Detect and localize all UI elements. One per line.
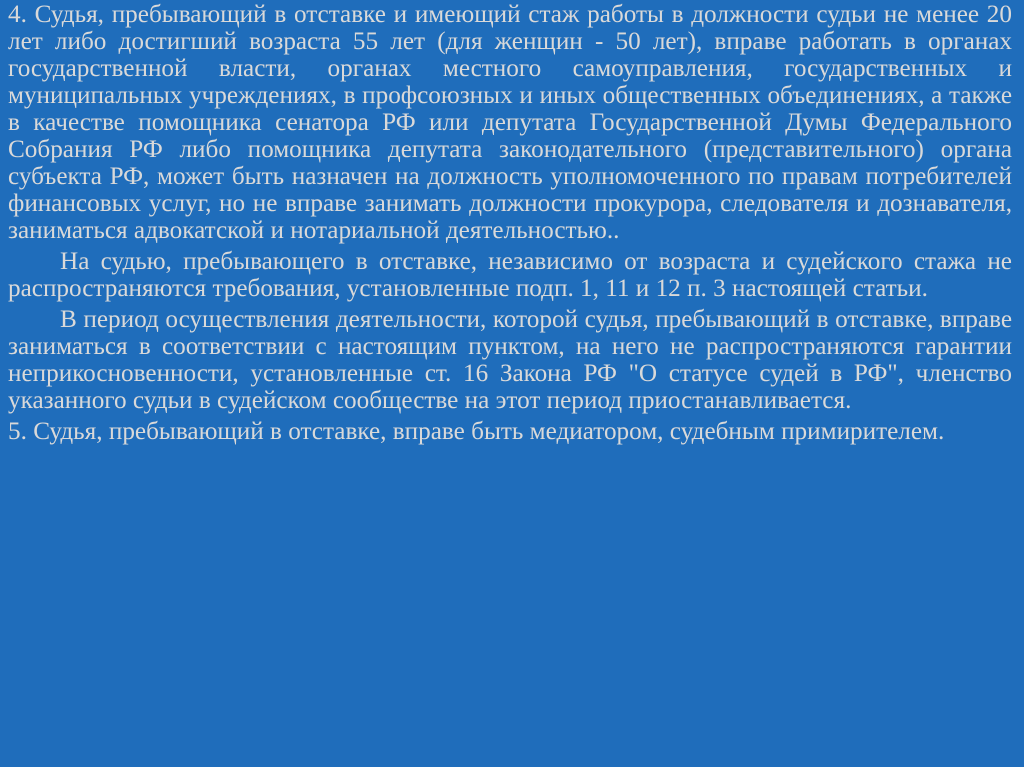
paragraph-1: 4. Судья, пребывающий в отставке и имеющий стаж работы в должности судьи не менее 20 лет либо достигший возраста 55 лет (для женщин - 50 лет), вправе работать в органах государственной власти, органах местного самоуправления, государственных и муниципальных учреждениях, в профсоюзных и иных общественных объединениях, а также в качестве помощника сенатора РФ или депутата Государственной Думы Федерального Собрания РФ либо помощника депутата законодательного (представительного) органа субъекта РФ, может быть назначен на должность уполномоченного по правам потребителей финансовых услуг, но не вправе занимать должности прокурора, следователя и дознавателя, заниматься адвокатской и нотариальной деятельностью.. [8, 1, 1012, 244]
paragraph-3: В период осуществления деятельности, которой судья, пребывающий в отставке, вправе заниматься в соответствии с настоящим пунктом, на него не распространяются гарантии неприкосновенности, установленные ст. 16 Закона РФ "О статусе судей в РФ", членство указанного судьи в судейском сообществе на этот период приостанавливается. [8, 306, 1012, 414]
paragraph-2: На судью, пребывающего в отставке, независимо от возраста и судейского стажа не распространяются требования, установленные подп. 1, 11 и 12 п. 3 настоящей статьи. [8, 248, 1012, 302]
paragraph-4: 5. Судья, пребывающий в отставке, вправе быть медиатором, судебным примирителем. [8, 418, 945, 445]
